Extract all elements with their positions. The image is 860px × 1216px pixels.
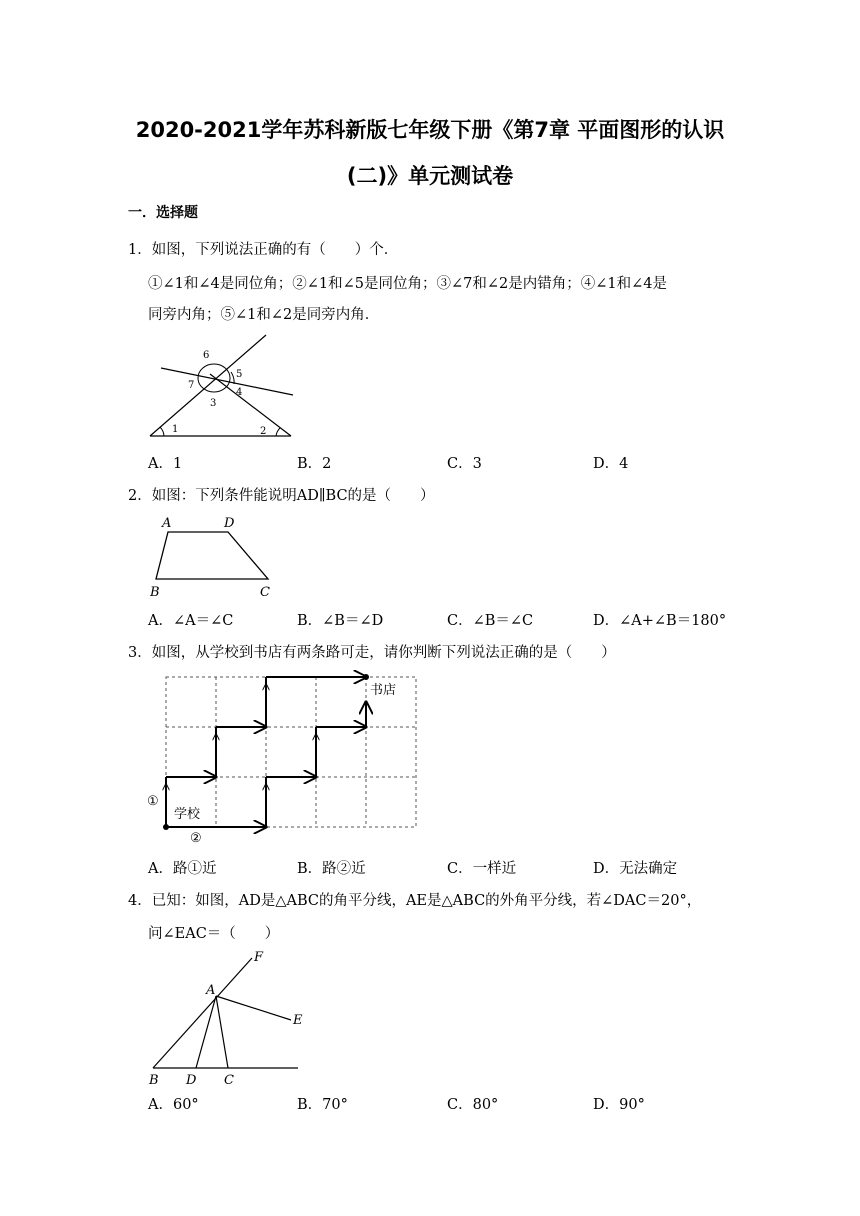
q1-option-d[interactable]: D．4 [593, 456, 629, 472]
q3-option-d[interactable]: D．无法确定 [593, 861, 678, 877]
q2-label-b: B [150, 585, 160, 600]
q4-stem: 4．已知：如图，AD是△ABC的角平分线，AE是△ABC的外角平分线，若∠DAC＝20°， [128, 893, 702, 909]
q4-stem-line2: 问∠EAC＝（ ） [148, 926, 280, 942]
q1-label-3: 3 [210, 398, 217, 409]
q3-option-a[interactable]: A．路①近 [148, 861, 217, 877]
q4-label-c: C [224, 1073, 234, 1088]
q1-label-1: 1 [172, 424, 179, 435]
doc-title-line2: (二)》单元测试卷 [346, 164, 514, 188]
q1-statements-line2: 同旁内角；⑤∠1和∠2是同旁内角． [148, 307, 380, 323]
q2-figure [148, 512, 278, 602]
q1-figure [148, 332, 298, 442]
q3-stem: 3．如图，从学校到书店有两条路可走，请你判断下列说法正确的是（ ） [128, 645, 616, 661]
q4-option-a[interactable]: A．60° [148, 1097, 199, 1113]
q1-option-c[interactable]: C．3 [447, 456, 482, 472]
q2-option-d[interactable]: D．∠A+∠B＝180° [593, 613, 727, 629]
q3-label-bookstore: 书店 [370, 683, 397, 698]
q4-label-e: E [293, 1013, 303, 1028]
q4-label-a: A [206, 983, 216, 998]
q4-label-d: D [186, 1073, 197, 1088]
q3-label-path2: ② [190, 831, 202, 846]
q1-option-b[interactable]: B．2 [297, 456, 332, 472]
q2-option-c[interactable]: C．∠B＝∠C [447, 613, 534, 629]
q3-label-path1: ① [147, 794, 159, 809]
section-heading: 一．选择题 [128, 205, 198, 221]
q2-option-a[interactable]: A．∠A＝∠C [148, 613, 234, 629]
q2-label-d: D [224, 516, 235, 531]
q2-label-c: C [260, 585, 270, 600]
q3-option-c[interactable]: C．一样近 [447, 861, 517, 877]
q2-option-b[interactable]: B．∠B＝∠D [297, 613, 384, 629]
q1-option-a[interactable]: A．1 [148, 456, 183, 472]
q4-label-b: B [149, 1073, 159, 1088]
q3-option-b[interactable]: B．路②近 [297, 861, 366, 877]
q4-label-f: F [254, 950, 264, 965]
q1-stem: 1．如图，下列说法正确的有（ ）个． [128, 242, 399, 258]
q2-label-a: A [162, 516, 172, 531]
q4-figure [148, 948, 308, 1088]
q3-label-school: 学校 [174, 807, 201, 822]
q3-figure [144, 672, 424, 844]
q2-stem: 2．如图：下列条件能说明AD∥BC的是（ ） [128, 488, 435, 504]
doc-title-line1: 2020-2021学年苏科新版七年级下册《第7章 平面图形的认识 [135, 118, 725, 142]
q1-statements-line1: ①∠1和∠4是同位角；②∠1和∠5是同位角；③∠7和∠2是内错角；④∠1和∠4是 [148, 276, 667, 292]
q1-label-2: 2 [260, 426, 267, 437]
q4-option-c[interactable]: C．80° [447, 1097, 499, 1113]
q1-label-7: 7 [188, 380, 195, 391]
q1-label-5: 5 [236, 369, 243, 380]
q4-option-d[interactable]: D．90° [593, 1097, 645, 1113]
q1-label-4: 4 [236, 387, 243, 398]
q4-option-b[interactable]: B．70° [297, 1097, 348, 1113]
q1-label-6: 6 [203, 350, 210, 361]
